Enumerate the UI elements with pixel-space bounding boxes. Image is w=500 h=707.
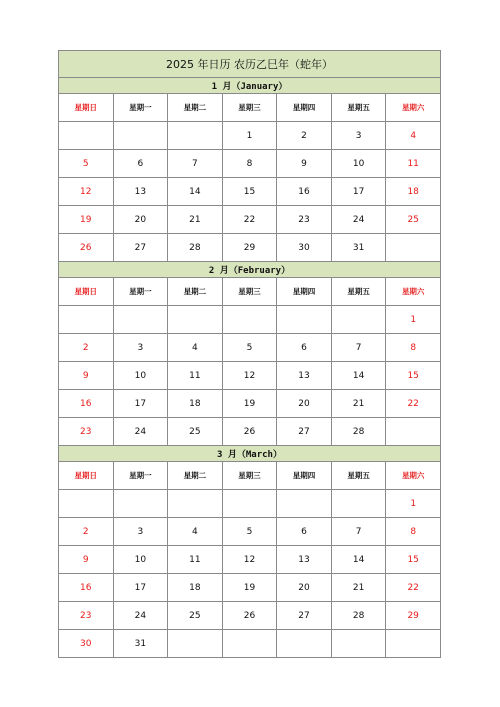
- weekday-label: 星期日: [59, 278, 114, 306]
- week-row: [59, 630, 441, 658]
- day-cell: [331, 306, 386, 334]
- weekday-label: 星期一: [113, 278, 168, 306]
- day-cell: 10: [331, 150, 386, 178]
- day-cell: 21: [331, 574, 386, 602]
- day-cell: [59, 490, 114, 518]
- day-cell: 7: [168, 150, 223, 178]
- day-cell: 27: [277, 602, 332, 630]
- calendar-title-row: [59, 51, 441, 78]
- month-header-row: [59, 78, 441, 94]
- day-cell: 14: [331, 362, 386, 390]
- day-cell: [277, 630, 332, 658]
- weekday-label: 星期四: [277, 462, 332, 490]
- weekday-label: 星期三: [222, 94, 277, 122]
- day-cell: 26: [59, 234, 114, 262]
- weekday-label: 星期日: [59, 94, 114, 122]
- day-cell: 30: [277, 234, 332, 262]
- day-cell: 19: [222, 574, 277, 602]
- day-cell: 18: [386, 178, 441, 206]
- weekday-label: 星期日: [59, 462, 114, 490]
- weekday-label: 星期二: [168, 94, 223, 122]
- day-cell: [277, 490, 332, 518]
- day-cell: 20: [277, 390, 332, 418]
- calendar-sheet: [58, 50, 441, 658]
- day-cell: [222, 630, 277, 658]
- day-cell: 16: [59, 390, 114, 418]
- day-cell: [168, 306, 223, 334]
- week-row: [59, 150, 441, 178]
- weekday-header-row: [59, 278, 441, 306]
- calendar-table: [58, 50, 441, 658]
- week-row: [59, 362, 441, 390]
- calendar-title: 2025 年日历 农历乙巳年（蛇年）: [59, 51, 441, 78]
- day-cell: 5: [222, 518, 277, 546]
- day-cell: [277, 306, 332, 334]
- day-cell: 25: [168, 602, 223, 630]
- day-cell: 15: [386, 362, 441, 390]
- day-cell: 7: [331, 518, 386, 546]
- day-cell: [386, 418, 441, 446]
- week-row: [59, 234, 441, 262]
- week-row: [59, 546, 441, 574]
- day-cell: 18: [168, 390, 223, 418]
- day-cell: 26: [222, 602, 277, 630]
- day-cell: 21: [331, 390, 386, 418]
- day-cell: 4: [168, 334, 223, 362]
- day-cell: 1: [386, 490, 441, 518]
- day-cell: [331, 630, 386, 658]
- week-row: [59, 390, 441, 418]
- weekday-label: 星期一: [113, 462, 168, 490]
- day-cell: 17: [331, 178, 386, 206]
- day-cell: [59, 306, 114, 334]
- day-cell: 23: [59, 418, 114, 446]
- week-row: [59, 518, 441, 546]
- day-cell: 25: [168, 418, 223, 446]
- day-cell: 10: [113, 546, 168, 574]
- day-cell: 31: [113, 630, 168, 658]
- day-cell: 28: [331, 602, 386, 630]
- week-row: [59, 574, 441, 602]
- day-cell: [222, 490, 277, 518]
- day-cell: 6: [113, 150, 168, 178]
- weekday-label: 星期六: [386, 278, 441, 306]
- day-cell: 8: [386, 334, 441, 362]
- day-cell: 5: [222, 334, 277, 362]
- day-cell: 23: [59, 602, 114, 630]
- weekday-label: 星期五: [331, 278, 386, 306]
- month-label: 3 月（March）: [59, 446, 441, 462]
- day-cell: 3: [331, 122, 386, 150]
- month-label: 1 月（January）: [59, 78, 441, 94]
- month-header-row: [59, 446, 441, 462]
- day-cell: 20: [277, 574, 332, 602]
- day-cell: [168, 122, 223, 150]
- weekday-label: 星期五: [331, 94, 386, 122]
- day-cell: 20: [113, 206, 168, 234]
- day-cell: 17: [113, 574, 168, 602]
- day-cell: 2: [277, 122, 332, 150]
- day-cell: 19: [222, 390, 277, 418]
- weekday-label: 星期四: [277, 94, 332, 122]
- day-cell: 7: [331, 334, 386, 362]
- day-cell: 13: [277, 546, 332, 574]
- day-cell: 19: [59, 206, 114, 234]
- weekday-label: 星期四: [277, 278, 332, 306]
- day-cell: [113, 306, 168, 334]
- day-cell: 6: [277, 518, 332, 546]
- day-cell: 29: [222, 234, 277, 262]
- day-cell: [386, 234, 441, 262]
- day-cell: 12: [59, 178, 114, 206]
- weekday-label: 星期三: [222, 462, 277, 490]
- day-cell: 26: [222, 418, 277, 446]
- day-cell: [222, 306, 277, 334]
- day-cell: 3: [113, 334, 168, 362]
- day-cell: 13: [277, 362, 332, 390]
- day-cell: 18: [168, 574, 223, 602]
- week-row: [59, 178, 441, 206]
- day-cell: 23: [277, 206, 332, 234]
- day-cell: [113, 122, 168, 150]
- day-cell: 28: [168, 234, 223, 262]
- day-cell: 14: [331, 546, 386, 574]
- day-cell: 25: [386, 206, 441, 234]
- week-row: [59, 490, 441, 518]
- day-cell: 3: [113, 518, 168, 546]
- day-cell: 17: [113, 390, 168, 418]
- week-row: [59, 122, 441, 150]
- day-cell: 27: [277, 418, 332, 446]
- day-cell: 29: [386, 602, 441, 630]
- day-cell: 10: [113, 362, 168, 390]
- weekday-label: 星期六: [386, 94, 441, 122]
- week-row: [59, 306, 441, 334]
- day-cell: [331, 490, 386, 518]
- day-cell: 15: [222, 178, 277, 206]
- day-cell: 11: [168, 546, 223, 574]
- weekday-label: 星期一: [113, 94, 168, 122]
- day-cell: 12: [222, 362, 277, 390]
- day-cell: 11: [386, 150, 441, 178]
- day-cell: [59, 122, 114, 150]
- day-cell: 1: [222, 122, 277, 150]
- day-cell: 24: [113, 602, 168, 630]
- weekday-label: 星期二: [168, 462, 223, 490]
- day-cell: 2: [59, 518, 114, 546]
- month-header-row: [59, 262, 441, 278]
- day-cell: 22: [386, 390, 441, 418]
- day-cell: 5: [59, 150, 114, 178]
- day-cell: 30: [59, 630, 114, 658]
- week-row: [59, 602, 441, 630]
- day-cell: 31: [331, 234, 386, 262]
- day-cell: 14: [168, 178, 223, 206]
- day-cell: 22: [222, 206, 277, 234]
- day-cell: 21: [168, 206, 223, 234]
- day-cell: 15: [386, 546, 441, 574]
- week-row: [59, 206, 441, 234]
- day-cell: 2: [59, 334, 114, 362]
- day-cell: 4: [386, 122, 441, 150]
- day-cell: [168, 630, 223, 658]
- day-cell: 28: [331, 418, 386, 446]
- day-cell: [386, 630, 441, 658]
- day-cell: 24: [113, 418, 168, 446]
- day-cell: [168, 490, 223, 518]
- day-cell: 22: [386, 574, 441, 602]
- day-cell: 9: [59, 546, 114, 574]
- weekday-header-row: [59, 462, 441, 490]
- day-cell: 16: [59, 574, 114, 602]
- day-cell: 24: [331, 206, 386, 234]
- day-cell: 1: [386, 306, 441, 334]
- day-cell: 8: [386, 518, 441, 546]
- day-cell: [113, 490, 168, 518]
- day-cell: 9: [59, 362, 114, 390]
- day-cell: 9: [277, 150, 332, 178]
- weekday-label: 星期六: [386, 462, 441, 490]
- day-cell: 27: [113, 234, 168, 262]
- weekday-label: 星期二: [168, 278, 223, 306]
- day-cell: 4: [168, 518, 223, 546]
- week-row: [59, 418, 441, 446]
- day-cell: 11: [168, 362, 223, 390]
- day-cell: 16: [277, 178, 332, 206]
- month-label: 2 月（February）: [59, 262, 441, 278]
- day-cell: 12: [222, 546, 277, 574]
- day-cell: 8: [222, 150, 277, 178]
- weekday-label: 星期三: [222, 278, 277, 306]
- weekday-header-row: [59, 94, 441, 122]
- weekday-label: 星期五: [331, 462, 386, 490]
- week-row: [59, 334, 441, 362]
- day-cell: 6: [277, 334, 332, 362]
- day-cell: 13: [113, 178, 168, 206]
